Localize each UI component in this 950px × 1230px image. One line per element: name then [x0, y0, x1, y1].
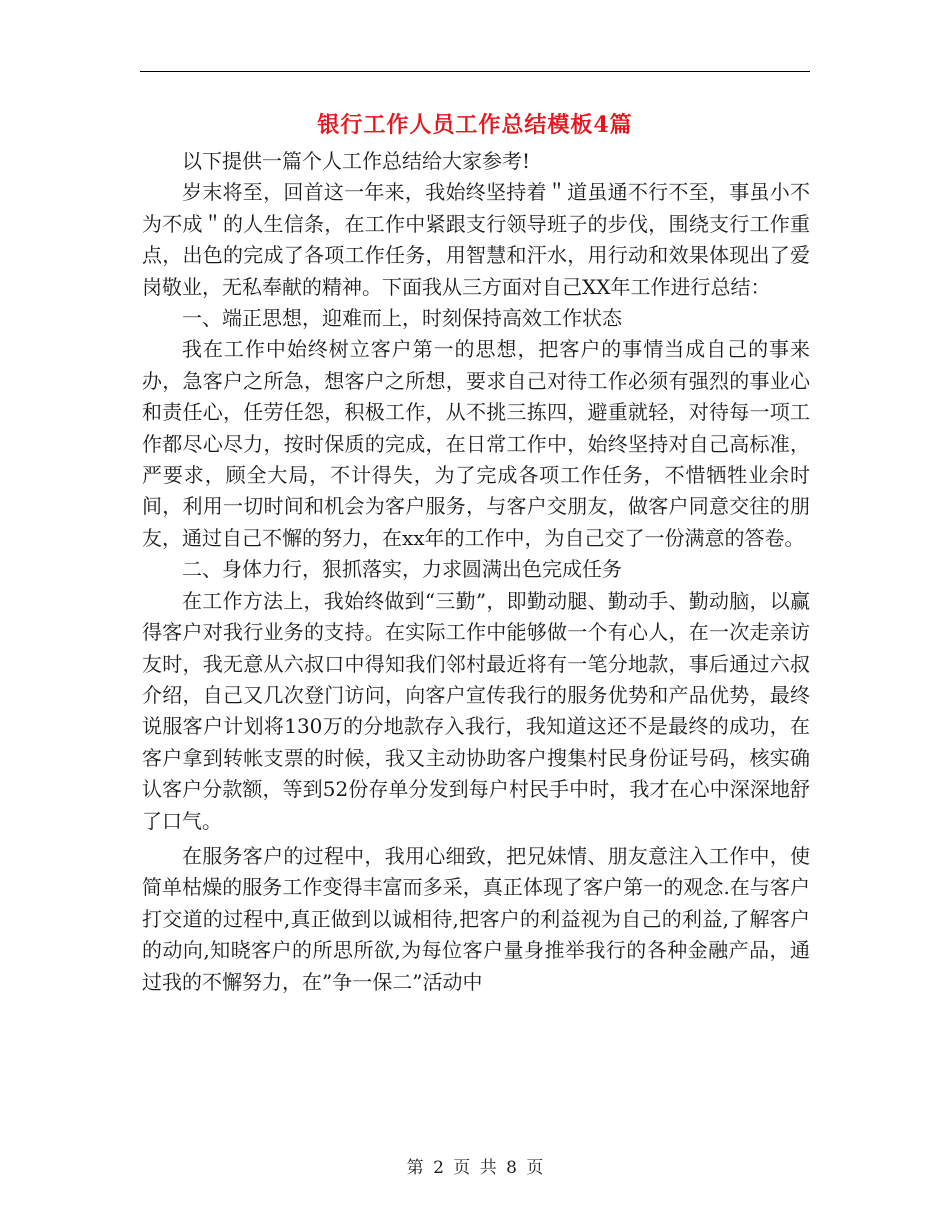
section-heading: 一、端正思想，迎难而上，时刻保持高效工作状态: [182, 306, 622, 331]
header-rule: [140, 71, 810, 72]
body-paragraph: 岁末将至，回首这一年来，我始终坚持着＂道虽通不行不至，事虽小不为不成＂的人生信条，在工作中紧跟支行领导班子的步伐，围绕支行工作重点，出色的完成了各项工作任务，用智慧和汗水，用行动和效果体现出了爱岗敬业，无私奉献的精神。下面我从三方面对自己XX年工作进行总结：: [142, 180, 810, 299]
section-heading: 二、身体力行，狠抓落实，力求圆满出色完成任务: [182, 557, 622, 582]
intro-paragraph: 以下提供一篇个人工作总结给大家参考!: [182, 149, 531, 173]
document-body: [142, 146, 810, 998]
body-paragraph: 在服务客户的过程中，我用心细致，把兄妹情、朋友意注入工作中，使简单枯燥的服务工作变得丰富而多采，真正体现了客户第一的观念.在与客户打交道的过程中,真正做到以诚相待,把客户的利益视为自己的利益,了解客户的动向,知晓客户的所思所欲,为每位客户量身推举我行的各种金融产品，通过我的不懈努力，在”争一保二”活动中: [142, 843, 810, 994]
body-paragraph: 我在工作中始终树立客户第一的思想，把客户的事情当成自己的事来办，急客户之所急，想客户之所想，要求自己对待工作必须有强烈的事业心和责任心，任劳任怨，积极工作，从不挑三拣四，避重就轻，对待每一项工作都尽心尽力，按时保质的完成，在日常工作中，始终坚持对自己高标准，严要求，顾全大局，不计得失，为了完成各项工作任务，不惜牺牲业余时间，利用一切时间和机会为客户服务，与客户交朋友，做客户同意交往的朋友，通过自己不懈的努力，在xx年的工作中，为自己交了一份满意的答卷。: [142, 337, 810, 550]
page-number: 第 2 页 共 8 页: [406, 1158, 544, 1178]
document-title: 银行工作人员工作总结模板4篇: [317, 112, 633, 138]
body-paragraph: 在工作方法上，我始终做到“三勤”，即勤动腿、勤动手、勤动脑，以赢得客户对我行业务的支持。在实际工作中能够做一个有心人，在一次走亲访友时，我无意从六叔口中得知我们邻村最近将有一笔分地款，事后通过六叔介绍，自己又几次登门访问，向客户宣传我行的服务优势和产品优势，最终说服客户计划将130万的分地款存入我行，我知道这还不是最终的成功，在客户拿到转帐支票的时候，我又主动协助客户搜集村民身份证号码，核实确认客户分款额，等到52份存单分发到每户村民手中时，我才在心中深深地舒了口气。: [142, 588, 810, 833]
